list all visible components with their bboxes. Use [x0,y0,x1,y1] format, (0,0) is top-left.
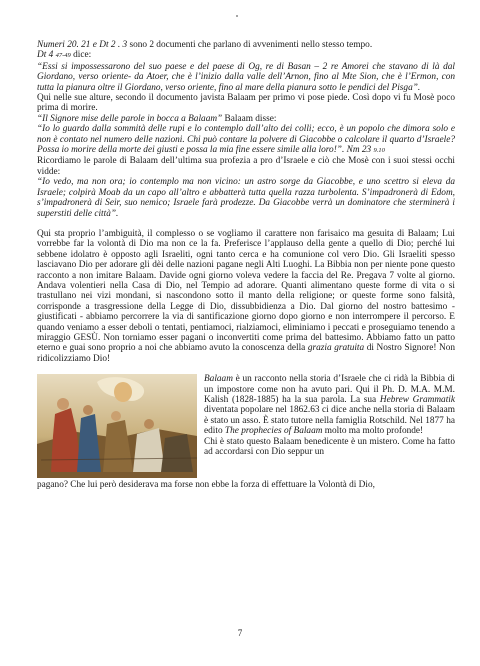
emphasis-grazia: grazia gratuita [307,343,365,354]
paragraph-text: di Nostro Signore! Non ridicolizziamo Dio! [37,343,455,364]
figure-text: è un racconto nella storia d’Israele che ci ridà la Bibbia di un impostore come non ha avuto pari. Qui il Ph. D. M.A. M.M. Kalish (1828-1885) ha la sua parola. La sua [204,374,455,405]
emphasis-balaam: Balaam [204,374,233,385]
emphasis-hebrew-grammatik: Hebrew Grammatik [379,395,455,405]
paragraph-text: Qui sta proprio l’ambiguità, il complesso o se vogliamo il carattere non farisaico ma gesuita di Balaam; Lui vorrebbe far la volontà di Dio ma non ce la fa. Preferisce l’applauso della gente a quello di Dio; perché lui sebbene idolatro è opposto agli Israeliti, ogni tanto cerca e ha comunione col vero Dio. Gli Israeliti spesso lasciavano Dio per adorare gli dèi delle nazioni pagane negli Alti Luoghi. La Bibbia non per niente pone questo racconto a non imitare Balaam. Davide ogni giorno voleva vedere la faccia del Re. Pregava 7 volte al giorno. Andava volentieri nella Casa di Dio, nel Tempio ad adorare. Quanti alimentano queste forme di vita o si trastullano nei vizi mondani, si nascondono sotto il manto della religione; or queste forme sono falsità, corrisponde a trasgressione della Legge di Dio, dissubbidienza a Dio. Dal giorno del nostro battesimo - giustificati - abbiamo percorrere la via di santificazione giorno dopo giorno e non interrompere il percorso. E quando veniamo a esser deboli o tentati, pentiamoci, rialziamoci, eliminiamo i peccati e proseguiamo tenendo a miraggio GESÙ. Non torniamo esser pagani o inconvertiti come prima del battesimo. Abbiamo fatto un patto eterno e guai sono proprio a noi che abbiamo avuto la conoscenza della [37,228,455,354]
scripture-reference: Numeri 20. 21 e Dt 2 . 3 [37,40,128,50]
scripture-reference: Dt 4 [37,50,56,61]
quote-title-tail: Balaam disse: [222,113,277,124]
emphasis-prophecies: The prophecies of Balaam [224,426,323,437]
quote-title-line [37,114,455,124]
reference-line-2 [37,50,455,61]
scripture-reference: Nm 23 [344,145,374,156]
figure-row [37,374,455,478]
quote-prophecy: “Io vedo, ma non ora; io contemplo ma non vicino: un astro sorge da Giacobbe, e uno scettro si eleva da Israele; colpirà Moab da un capo all’altro e abbatterà tutta quella razza turbolenta. S’impadronerà di Edom, s’impadronerà di Seir, suo nemico; Israele farà prodezze. Da Giacobbe verrà un dominatore che sterminerà i superstiti delle città”. [37,177,455,219]
paragraph-tail: pagano? Che lui però desiderava ma forse non ebbe la forza di effettuare la Volontà di Dio, [37,480,375,491]
quote-deuteronomy: “Essi si impossessarono del suo paese e del paese di Og, re di Basan – 2 re Amorei che stavano di là dal Giordano, verso oriente- da Atoer, che è l’inizio dalla valle dell’Arnon, fino al Mte Sion, che è l’Ermon, con tutta la pianura oltre il Giordano, verso oriente, fino al mare della pianura sotto le pendici del Pisga”. [37,61,455,93]
verse-numbers: 9.10 [373,147,385,155]
figure-paragraph-2: Chi è stato questo Balaam benedicente è un mistero. Come ha fatto ad accordarsi con Dio seppur un [204,436,455,458]
reference-text: dice: [70,50,92,61]
page-speck [236,15,238,17]
figure-paragraph-1 [204,374,455,436]
quote-title: “Il Signore mise delle parole in bocca a Balaam” [37,113,223,124]
reference-text: sono 2 documenti che parlano di avvenimenti nello stesso tempo. [127,40,373,50]
paragraph-ricordiamo: Ricordiamo le parole di Balaam dell’ultima sua profezia a pro d’Israele e ciò che Mosè con i suoi stessi occhi vidde: [37,156,455,177]
page-number: 7 [237,628,243,638]
figure-text: molto ma molto profonde! [322,426,424,437]
paragraph-ambiguita [37,229,455,364]
paragraph-gap [37,219,455,229]
reference-line-1 [37,40,455,50]
balaam-painting [37,374,197,478]
figure-text: diventata popolare nel 1862.63 ci dice anche nella storia di Balaam è stato un asso. È stato tutore nella famiglia Rotschild. Nel 1877 ha edito [204,405,455,437]
main-text-column [37,40,455,491]
verse-numbers: 47-49 [55,52,71,60]
figure-caption-text [204,374,455,457]
paragraph-alture: Qui nelle sue alture, secondo il documento javista Balaam per primo vi pose piede. Così dopo vi fu Mosè poco prima di morire. [37,93,455,114]
quote-numbers-text: “Io lo guardo dalla sommità delle rupi e lo contemplo dall’alto dei colli; ecco, è un popolo che dimora solo e non è contato nel numero delle nazioni. Chi può contare la polvere di Giacobbe o calcolare il quarto d’Israele? Possa io morire della morte dei giusti e possa la mia fine essere simile alla loro!”. [37,124,455,156]
quote-numbers [37,124,455,156]
